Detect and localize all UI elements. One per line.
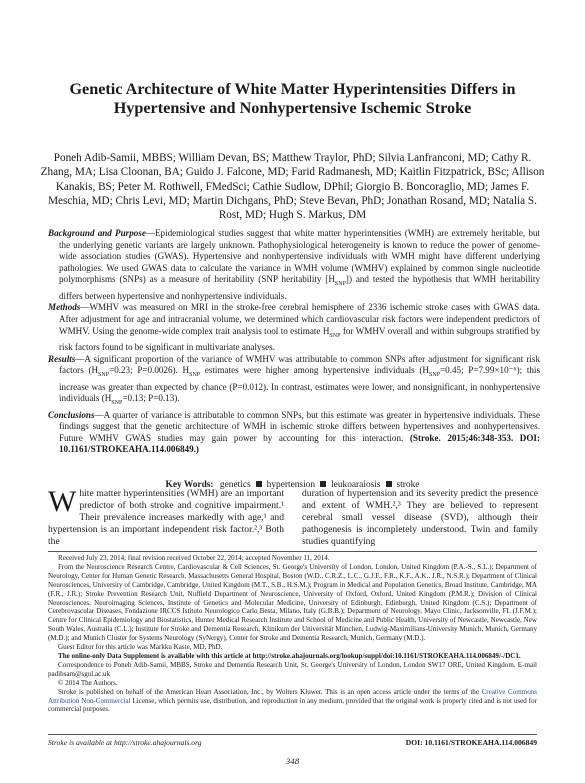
body-text-left: hite matter hyperintensities (WMH) are an important predictor of both stroke and cognitive impairment.¹ Their prevalence increases markedly with age,¹ and hypertension is an important independent risk factor.²,³ Both the — [48, 488, 284, 547]
affiliations: From the Neuroscience Research Centre, Cardiovascular & Cell Sciences, St. George's University of London, London, United Kingdom (P.A.-S., S.L.); Department of Neurology, Center for Human Genetic Research, Massachusetts General Hospital, Boston (W.D., C.R.Z., L.C., G.J.F., F.R., K.F., A.K., J.R., N.S.R.); Department of Clinical Neurosciences, University of Cambridge, Cambridge, United Kingdom (M.T., S.B., H.S.M.); Program in Medical and Population Genetics, Broad Institute, Cambridge, MA (F.R., J.R.); Stroke Prevention Research Unit, Nuffield Department of Neuroscience, University of Oxford, Oxford, United Kingdom (P.M.R.); Division of Clinical Neurosciences, Neuroimaging Sciences, Institute of Genetics and Molecular Medicine, University of Edinburgh, Edinburgh, United Kingdom (C.S.); Department of Cerebrovascular Diseases, Fondazione IRCCS Istituto Neurologico Carlo Besta, Milano, Italy (G.B.B.); Department of Neurology, Mayo Clinic, Jacksonville, FL (J.F.M.); Centre for Clinical Epidemiology and Biostatistics, Hunter Medical Research Institute and School of Medicine and Public Health, University of Newcastle, Newcastle, New South Wales, Australia (C.L.); Institute for Stroke and Dementia Research, Klinikum der Universität München, Ludwig-Maximilians-University Munich, Munich, Germany (M.D.); and Munich Cluster for Systems Neurology (SyNergy), Center for Stroke and Dementia Research, Munich, Germany (M.D.). — [48, 562, 537, 643]
abstract-citation: (Stroke. 2015;46:348-353. DOI: 10.1161/STROKEAHA.114.006849.) — [59, 432, 540, 455]
abstract-methods: Methods—WMHV was measured on MRI in the stroke-free cerebral hemisphere of 2336 ischemic stroke cases with GWAS data. After adjustment for age and intracranial volume, we determined which cardiovascular risk factors were independent predictors of WMHV. Using the genome-wide complex trait analysis tool to estimate $H_{SNP}$ for WMHV overall and within subgroups stratified by risk factors found to be significant in multivariate analyses. — [48, 302, 541, 352]
guest-editor: Guest Editor for this article was Markku Kaste, MD, PhD. — [58, 643, 223, 652]
copyright: © 2014 The Authors. — [58, 678, 118, 687]
article-footnotes — [48, 554, 537, 714]
license-link[interactable]: Creative Commons Attribution Non-Commercial — [48, 687, 537, 705]
keyword-item: leukoaraiosis — [331, 480, 381, 490]
keyword-item: hypertension — [266, 480, 316, 490]
author-list: Poneh Adib-Samii, MBBS; William Devan, BS; Matthew Traylor, PhD; Silvia Lanfranconi, MD; Cathy R. Zhang, MA; Lisa Cloonan, BA; Guido J. Falcone, MD; Farid Radmanesh, MD; Kaitlin Fitzpatrick, BSc; Allison Kanakis, BS; Peter M. Rothwell, FMedSci; Cathie Sudlow, DPhil; Giorgio B. Boncoraglio, MD; James F. Meschia, MD; Chris Levi, MD; Martin Dichgans, PhD; Steve Bevan, PhD; Jonathan Rosand, MD; Natalia S. Rost, MD; Hugh S. Markus, DM — [40, 152, 545, 222]
body-column-right — [302, 488, 538, 548]
abstract-methods-label: Methods — [48, 302, 81, 313]
footnote-divider — [48, 551, 537, 552]
keyword-item: stroke — [396, 480, 420, 490]
square-bullet-icon — [256, 481, 262, 487]
abstract-conclusions: Conclusions—A quarter of variance is attributable to common SNPs, but this estimate was greater in hypertensive individuals. These findings suggest that the genetic architecture of WMH in ischemic stroke differs between hypertensives and nonhypertensives. Future WMHV GWAS studies may gain power by accounting for this interaction. (Stroke. 2015;46:348-353. DOI: 10.1161/STROKEAHA.114.006849.) — [48, 409, 540, 455]
keyword-item: genetics — [219, 480, 251, 490]
correspondence: Correspondence to Poneh Adib-Samii, MBBS, Stroke and Dementia Research Unit, St. George's University of London, London SW17 ORE, United Kingdom. E-mail padibsam@sgul.ac.uk — [48, 660, 537, 678]
received-dates: Received July 23, 2014; final revision received October 22, 2014; accepted November 11, 2014. — [58, 554, 330, 562]
doi: DOI: 10.1161/STROKEAHA.114.006849 — [405, 738, 537, 747]
abstract-background-label: Background and Purpose — [48, 228, 146, 238]
abstract-background: Background and Purpose—Epidemiological studies suggest that white matter hyperintensities (WMH) are extremely heritable, but the underlying genetic variants are largely unknown. Pathophysiological heterogeneity is known to reduce the power of genome-wide association studies (GWAS). Hypertensive and nonhypertensive individuals with WMH might have different underlying pathologies. We used GWAS data to calculate the variance in WMH volume (WMHV) explained by common single nucleotide polymorphisms (SNPs) as a measure of heritability (SNP heritability $[H_{SNP}]$) and tested the hypothesis that WMH heritability differs between hypertensive and nonhypertensive individuals. — [48, 228, 540, 301]
abstract-results: Results—A significant proportion of the variance of WMHV was attributable to common SNPs after adjustment for significant risk factors ($H_{SNP}=0.23$; P=0.0026). $H_{SNP}$ estimates were higher among hypertensive individuals ($H_{SNP}=0.45$; P=7.99×10⁻⁶); this increase was greater than expected by chance (P=0.012). In contrast, estimates were lower, and nonsignificant, in nonhypertensive individuals ($H_{SNP}=0.13$; P=0.13). — [48, 353, 540, 406]
keywords-label: Key Words: — [165, 480, 214, 490]
abstract-conclusions-label: Conclusions — [48, 409, 95, 420]
body-text-right: duration of hypertension and its severity predict the presence and extent of WMH.²,³ They are believed to represent cerebral small vessel disease (SVD), although their pathogenesis is incompletely understood. Twin and family studies quantifying — [302, 488, 538, 547]
footer-divider — [48, 734, 537, 735]
license-note: Stroke is published on behalf of the American Heart Association, Inc., by Wolters Kluwer. This is an open access article under the terms of the Creative Commons Attribution Non-Commercial License, which permits use, distribution, and reproduction in any medium, provided that the original work is properly cited and is not used for commercial purposes. — [48, 687, 537, 714]
journal-url: Stroke is available at http://stroke.ahajournals.org — [48, 738, 202, 747]
page-number: 348 — [285, 756, 300, 766]
abstract-results-label: Results — [48, 353, 76, 364]
supplement-note: The online-only Data Supplement is available with this article at http://stroke.ahajournals.org/lookup/suppl/doi:10.1161/STROKEAHA.114.006849/-/DC1. — [58, 651, 521, 660]
square-bullet-icon — [386, 481, 392, 487]
square-bullet-icon — [320, 481, 326, 487]
drop-cap: W — [48, 485, 77, 518]
abstract — [48, 228, 540, 456]
article-title: Genetic Architecture of White Matter Hyperintensities Differs in Hypertensive and Nonhypertensive Ischemic Stroke — [69, 80, 516, 117]
